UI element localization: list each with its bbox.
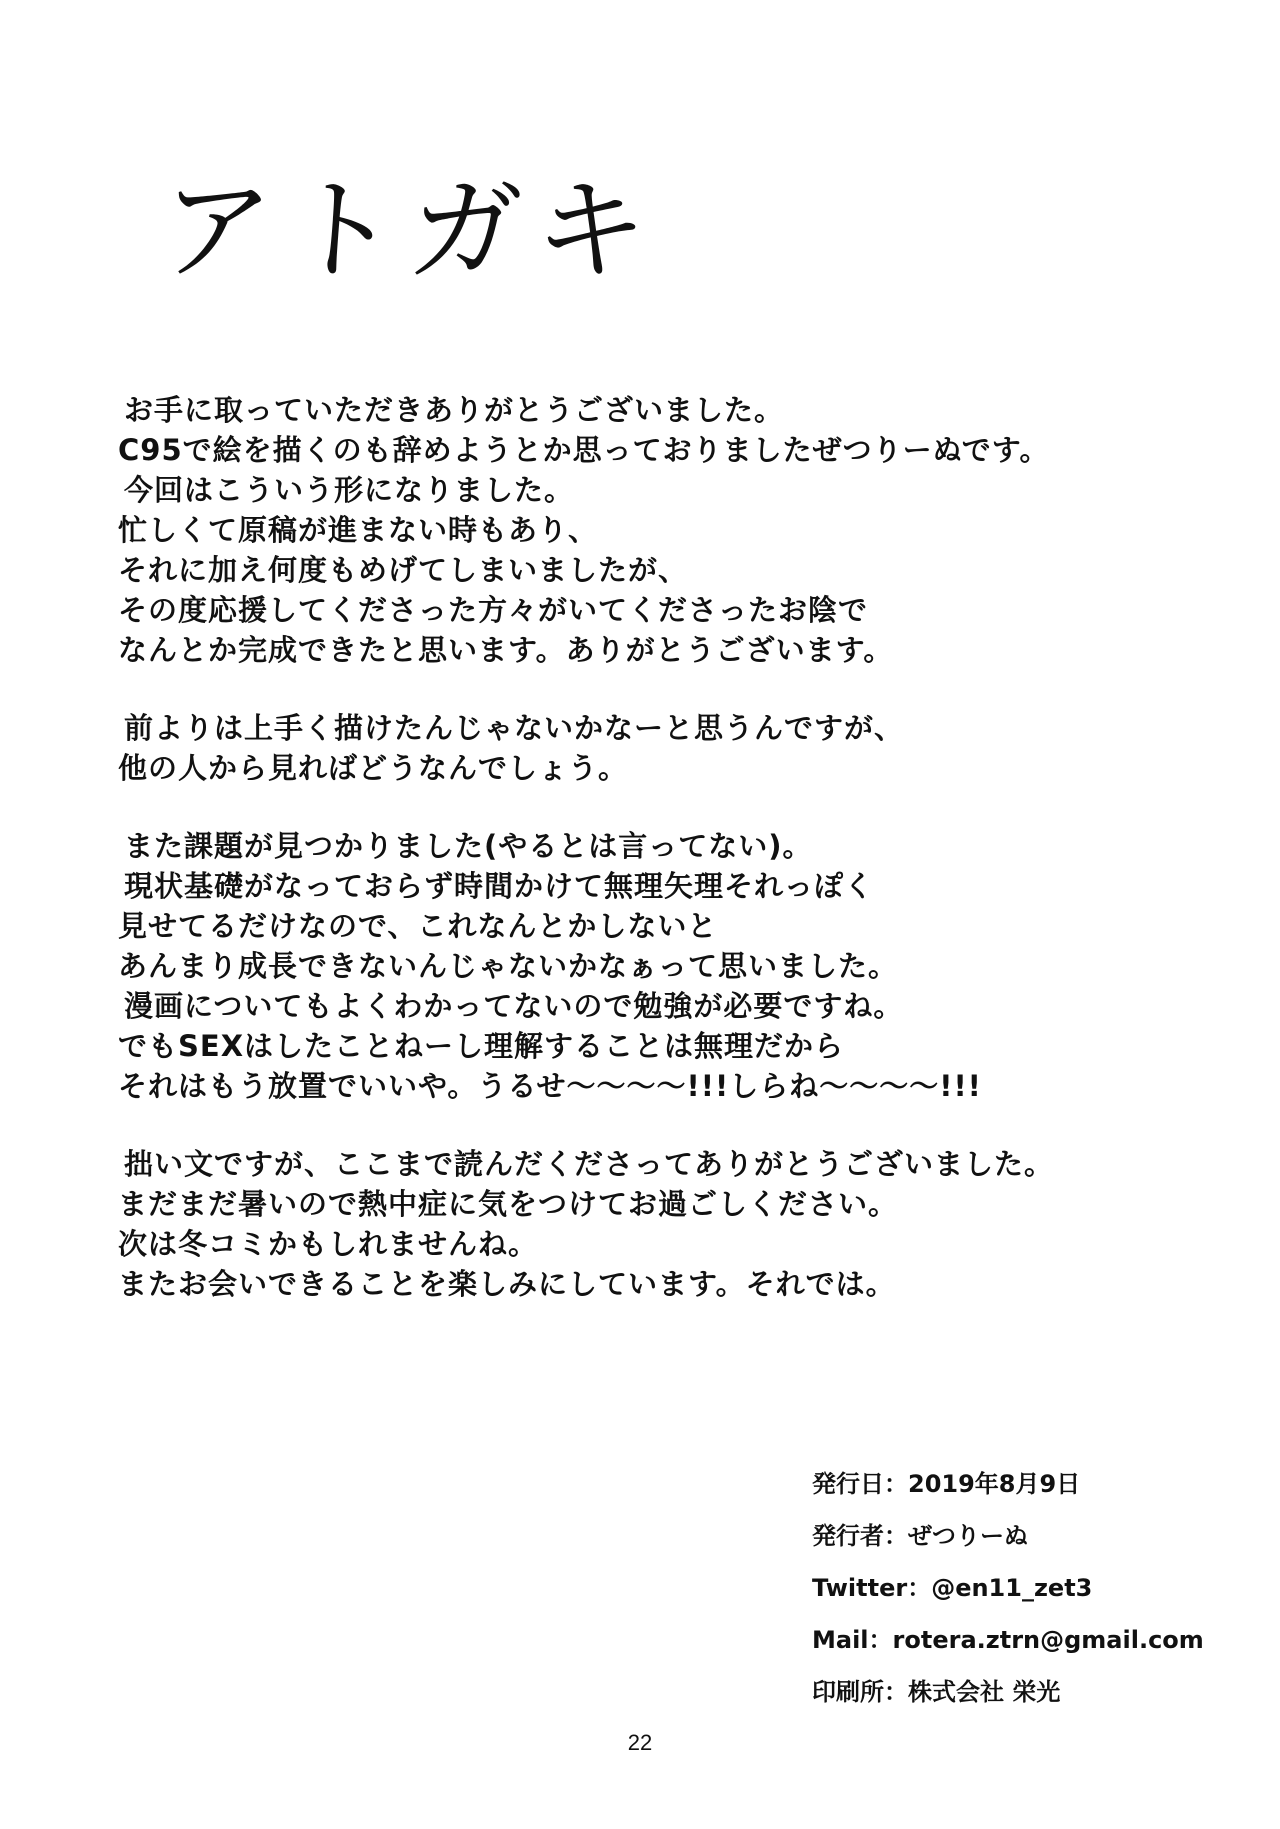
paragraph	[118, 390, 1118, 670]
text-line: 忙しくて原稿が進まない時もあり、	[118, 513, 599, 547]
text-line: 今回はこういう形になりました。	[124, 473, 575, 507]
page-title: アトガキ	[155, 166, 666, 296]
issue-date: 発行日：2019年8月9日	[812, 1470, 1081, 1498]
colophon	[812, 1458, 1252, 1718]
text-line: C95で絵を描くのも辞めようとか思っておりましたぜつりーぬです。	[118, 433, 1050, 467]
paragraph	[118, 1144, 1118, 1304]
text-line: それに加え何度もめげてしまいましたが、	[118, 553, 689, 587]
text-line: その度応援してくださった方々がいてくださったお陰で	[118, 593, 869, 627]
page-number: 22	[627, 1730, 653, 1755]
text-line: また課題が見つかりました(やるとは言ってない)。	[124, 829, 813, 863]
text-line: 漫画についてもよくわかってないので勉強が必要ですね。	[124, 989, 904, 1023]
publisher: 発行者：ぜつりーぬ	[812, 1522, 1028, 1550]
text-line: 現状基礎がなっておらず時間かけて無理矢理それっぽく	[124, 869, 875, 903]
printer: 印刷所：株式会社 栄光	[812, 1678, 1061, 1706]
text-line: それはもう放置でいいや。うるせ〜〜〜〜!!!しらね〜〜〜〜!!!	[118, 1069, 982, 1103]
mail-address: Mail：rotera.ztrn@gmail.com	[812, 1626, 1204, 1654]
text-line: またお会いできることを楽しみにしています。それでは。	[118, 1267, 896, 1301]
text-line: お手に取っていただきありがとうございました。	[124, 393, 785, 427]
afterword-body	[118, 390, 1118, 1342]
text-line: あんまり成長できないんじゃないかなぁって思いました。	[118, 949, 899, 983]
text-line: 拙い文ですが、ここまで読んだくださってありがとうございました。	[124, 1147, 1055, 1181]
text-line: 前よりは上手く描けたんじゃないかなーと思うんですが、	[124, 711, 905, 745]
text-line: まだまだ暑いので熱中症に気をつけてお過ごしください。	[118, 1187, 899, 1221]
text-line: なんとか完成できたと思います。ありがとうございます。	[118, 633, 894, 667]
text-line: 次は冬コミかもしれませんね。	[118, 1227, 539, 1261]
text-line: 見せてるだけなので、これなんとかしないと	[118, 909, 718, 943]
twitter-handle: Twitter：@en11_zet3	[812, 1574, 1093, 1602]
paragraph	[118, 708, 1118, 788]
paragraph	[118, 826, 1118, 1106]
text-line: でもSEXはしたことねーし理解することは無理だから	[118, 1029, 845, 1063]
text-line: 他の人から見ればどうなんでしょう。	[118, 751, 629, 785]
